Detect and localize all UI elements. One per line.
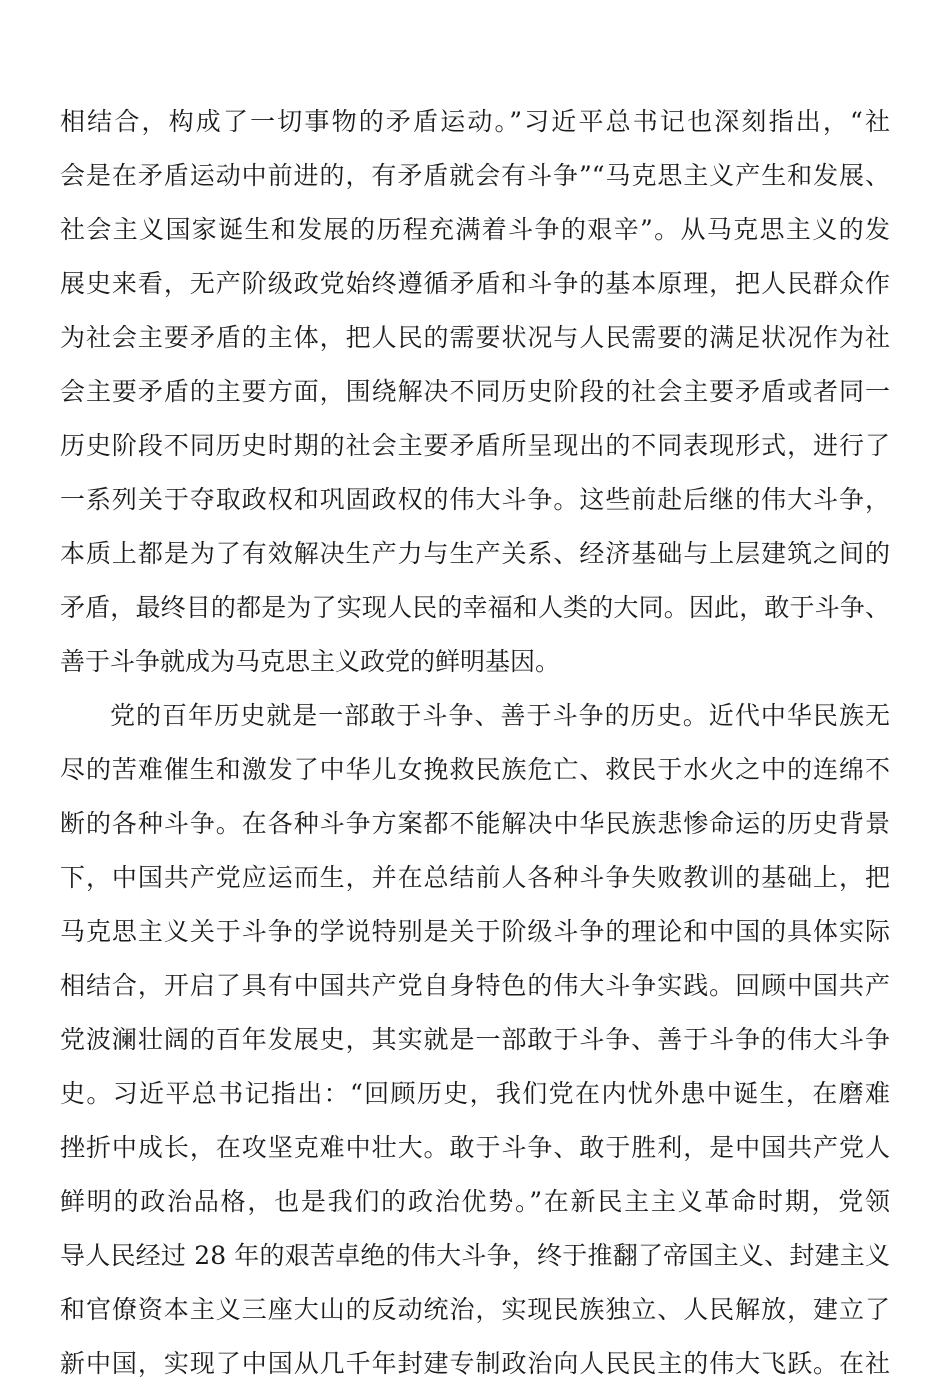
text-line: 断的各种斗争。在各种斗争方案都不能解决中华民族悲惨命运的历史背景 (60, 809, 890, 838)
text-line: 鲜明的政治品格，也是我们的政治优势。”在新民主主义革命时期，党领 (60, 1187, 890, 1216)
text-line: 会主要矛盾的主要方面，围绕解决不同历史阶段的社会主要矛盾或者同一 (60, 377, 890, 406)
text-line: 一系列关于夺取政权和巩固政权的伟大斗争。这些前赴后继的伟大斗争， (60, 485, 890, 514)
text-line: 社会主义国家诞生和发展的历程充满着斗争的艰辛”。从马克思主义的发 (60, 215, 890, 244)
text-line: 马克思主义关于斗争的学说特别是关于阶级斗争的理论和中国的具体实际 (60, 917, 890, 946)
text-line: 党波澜壮阔的百年发展史，其实就是一部敢于斗争、善于斗争的伟大斗争 (60, 1025, 890, 1054)
text-line: 矛盾，最终目的都是为了实现人民的幸福和人类的大同。因此，敢于斗争、 (60, 593, 890, 622)
text-line: 下，中国共产党应运而生，并在总结前人各种斗争失败教训的基础上，把 (60, 863, 890, 892)
body-text (60, 95, 890, 1391)
paragraph-end-line: 善于斗争就成为马克思主义政党的鲜明基因。 (60, 647, 561, 676)
text-line: 和官僚资本主义三座大山的反动统治，实现民族独立、人民解放，建立了 (60, 1295, 890, 1324)
text-line: 新中国，实现了中国从几千年封建专制政治向人民民主的伟大飞跃。在社 (60, 1349, 890, 1378)
text-line: 本质上都是为了有效解决生产力与生产关系、经济基础与上层建筑之间的 (60, 539, 890, 568)
text-line: 为社会主要矛盾的主体，把人民的需要状况与人民需要的满足状况作为社 (60, 323, 890, 352)
text-line: 历史阶段不同历史时期的社会主要矛盾所呈现出的不同表现形式，进行了 (60, 431, 890, 460)
text-line: 相结合，构成了一切事物的矛盾运动。”习近平总书记也深刻指出，“社 (60, 107, 890, 136)
text-line: 尽的苦难催生和激发了中华儿女挽救民族危亡、救民于水火之中的连绵不 (60, 755, 890, 784)
text-line: 史。习近平总书记指出：“回顾历史，我们党在内忧外患中诞生，在磨难 (60, 1079, 890, 1108)
text-line: 会是在矛盾运动中前进的，有矛盾就会有斗争”“马克思主义产生和发展、 (60, 161, 890, 190)
paragraph-start-line: 党的百年历史就是一部敢于斗争、善于斗争的历史。近代中华民族无 (110, 701, 890, 730)
text-line: 导人民经过 28 年的艰苦卓绝的伟大斗争，终于推翻了帝国主义、封建主义 (60, 1241, 890, 1270)
text-line: 相结合，开启了具有中国共产党自身特色的伟大斗争实践。回顾中国共产 (60, 971, 890, 1000)
text-line: 挫折中成长，在攻坚克难中壮大。敢于斗争、敢于胜利，是中国共产党人 (60, 1133, 890, 1162)
text-line: 展史来看，无产阶级政党始终遵循矛盾和斗争的基本原理，把人民群众作 (60, 269, 890, 298)
